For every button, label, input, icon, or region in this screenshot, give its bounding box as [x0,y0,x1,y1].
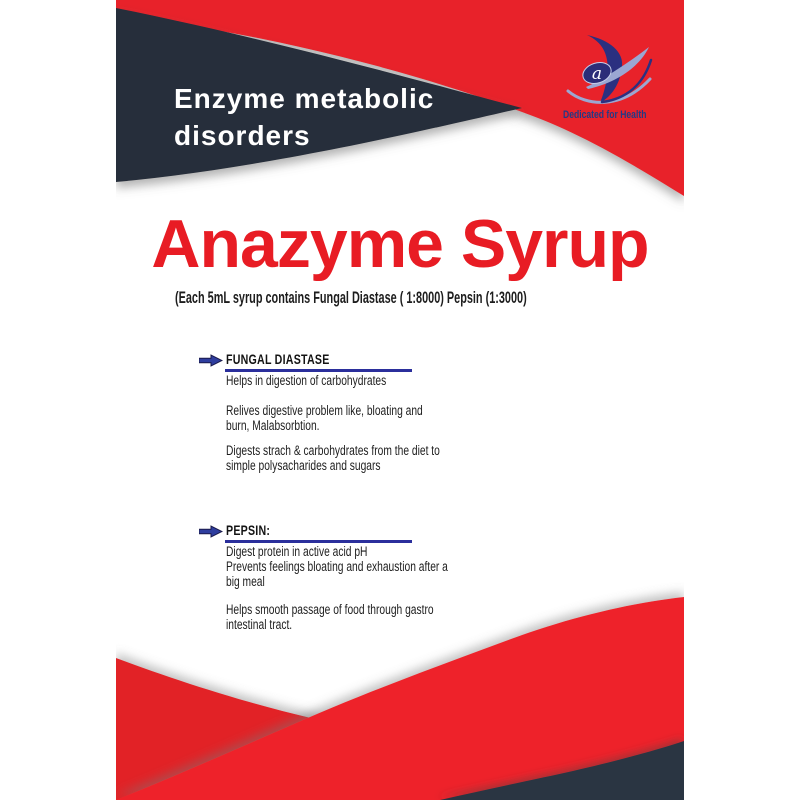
category-heading [174,80,434,154]
heading-underline [225,369,412,372]
section-paragraph: Helps in digestion of carbohydrates [226,373,387,388]
section-pepsin [226,522,591,632]
logo-letter: a [591,64,603,84]
product-title: Anazyme Syrup [151,206,649,282]
brand-tagline: Dedicated for Health [563,109,647,121]
section-heading: PEPSIN: [226,522,271,538]
section-paragraph: Digest protein in active acid pH Prevents feelings bloating and exhaustion after a big meal [226,544,448,589]
bullet-arrow-icon [199,354,223,367]
section-paragraph: Relives digestive problem like, bloating and burn, Malabsorbtion. [226,403,423,433]
flyer-poster [116,0,684,800]
section-paragraph: Digests strach & carbohydrates from the diet to simple polysacharides and sugars [226,443,440,473]
section-heading: FUNGAL DIASTASE [226,351,330,367]
heading-underline [225,540,412,543]
composition-text: (Each 5mL syrup contains Fungal Diastase ( 1:8000) Pepsin (1:3000) [175,288,527,307]
category-line1: Enzyme metabolic [174,83,435,114]
bullet-arrow-icon [199,525,223,538]
category-line2: disorders [174,120,311,151]
section-paragraph: Helps smooth passage of food through gastro intestinal tract. [226,602,434,632]
